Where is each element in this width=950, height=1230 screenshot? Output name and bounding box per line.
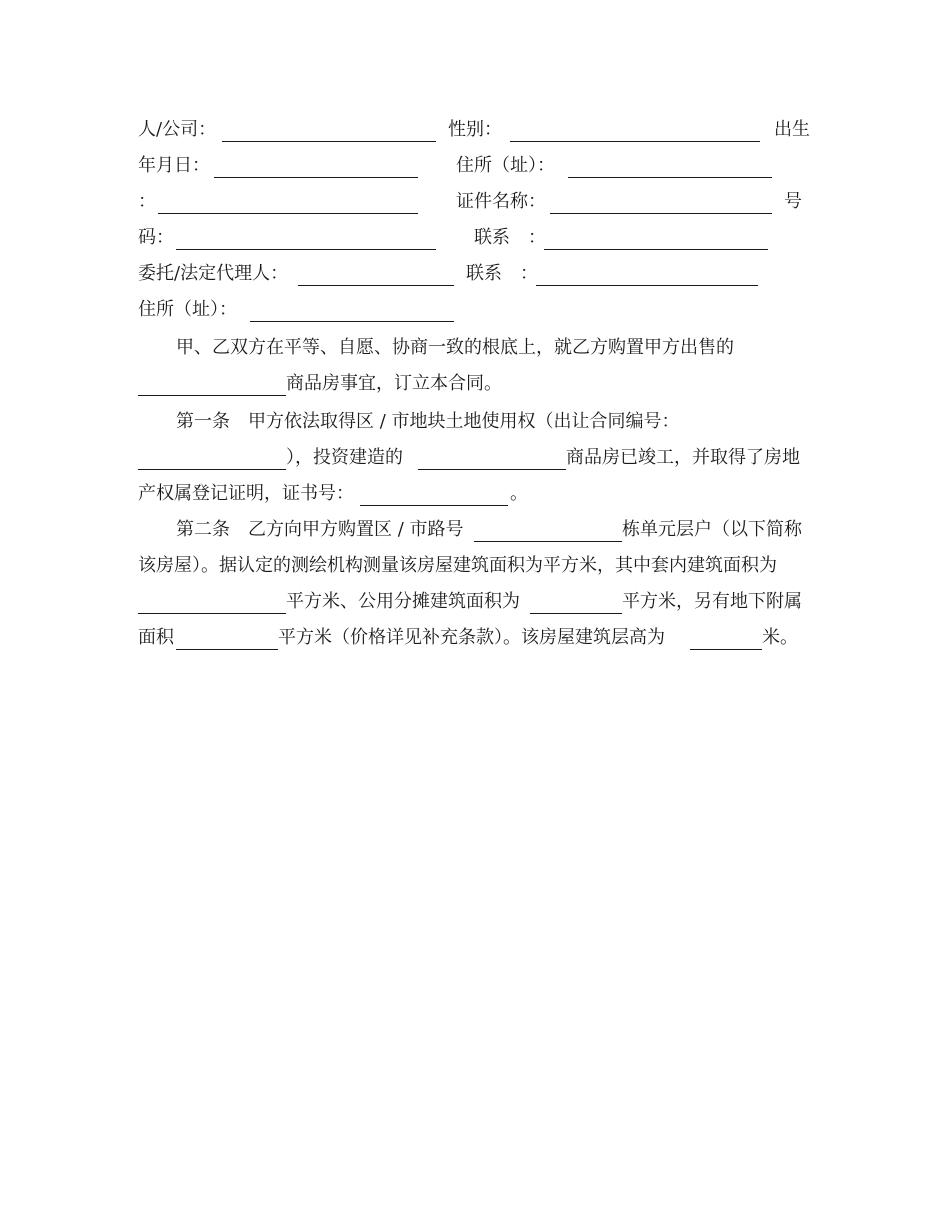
article2-text-4a: 面积 — [138, 627, 174, 648]
article1-line-2 — [138, 440, 810, 476]
id-name-label: 证件名称： — [456, 191, 546, 212]
shared-area-field[interactable] — [530, 591, 622, 614]
birth-label-part2: 年月日： — [138, 155, 210, 176]
article2-text-4b: 平方米（价格详见补充条款）。该房屋建筑层高为 — [278, 627, 665, 648]
birth-label-part1: 出生 — [774, 119, 810, 140]
address-label: 住所（址）： — [456, 155, 555, 176]
article2-line-3 — [138, 584, 810, 620]
gender-label: 性别： — [448, 119, 502, 140]
article2-text-3b: 平方米，另有地下附属 — [622, 591, 802, 612]
article2-text-1b: 栋单元层户（以下简称 — [622, 519, 802, 540]
intro-line-1 — [138, 330, 810, 366]
article1-text-2b: 商品房已竣工，并取得了房地 — [566, 447, 800, 468]
floor-height-field[interactable] — [690, 627, 762, 650]
article1-line-1 — [138, 404, 810, 440]
article2-line-4 — [138, 620, 810, 656]
agent-line-1 — [138, 256, 810, 292]
agent-field[interactable] — [298, 263, 454, 286]
article2-text-4c: 米。 — [762, 627, 798, 648]
article1-line-3 — [138, 476, 810, 512]
contact-field[interactable] — [544, 227, 768, 250]
transfer-contract-number-field[interactable] — [138, 447, 286, 470]
agent-label: 委托/法定代理人： — [138, 263, 289, 284]
agent-contact-field[interactable] — [536, 263, 758, 286]
agent-address-label: 住所（址）： — [138, 299, 237, 320]
article2-text-2: 该房屋）。据认定的测绘机构测量该房屋建筑面积为平方米，其中套内建筑面积为 — [138, 555, 777, 576]
party-line-4 — [138, 220, 810, 256]
agent-line-2 — [138, 292, 810, 328]
intro-text-1: 甲、乙双方在平等、自愿、协商一致的根底上，就乙方购置甲方出售的 — [176, 337, 734, 358]
intro-line-2 — [138, 366, 810, 402]
person-label: 人/公司： — [138, 119, 217, 140]
article1-text-1: 第一条 甲方依法取得区 / 市地块土地使用权（出让合同编号： — [176, 411, 680, 432]
unnamed-field[interactable] — [158, 191, 418, 214]
gender-field[interactable] — [510, 119, 760, 142]
number-label-part1: 号 — [784, 191, 802, 212]
party-line-2 — [138, 148, 810, 184]
article1-text-2a: ），投资建造的 — [286, 447, 403, 468]
intro-text-2: 商品房事宜，订立本合同。 — [286, 373, 502, 394]
person-field[interactable] — [222, 119, 436, 142]
address-field[interactable] — [568, 155, 772, 178]
party-line-1 — [138, 112, 810, 148]
number-label-part2: 码： — [138, 227, 174, 248]
article2-text-1a: 第二条 乙方向甲方购置区 / 市路号 — [176, 519, 464, 540]
certificate-number-field[interactable] — [360, 483, 508, 506]
id-number-field[interactable] — [176, 227, 436, 250]
birth-date-field[interactable] — [214, 155, 418, 178]
party-line-3 — [138, 184, 810, 220]
id-name-field[interactable] — [550, 191, 772, 214]
agent-address-field[interactable] — [250, 299, 454, 322]
property-name-field[interactable] — [138, 373, 286, 396]
building-name-field[interactable] — [418, 447, 566, 470]
contact-label: 联系 ： — [474, 227, 546, 248]
article1-text-3a: 产权属登记证明，证书号： — [138, 483, 354, 504]
article2-line-1 — [138, 512, 810, 548]
article2-text-3a: 平方米、公用分摊建筑面积为 — [286, 591, 520, 612]
article1-text-3b: 。 — [510, 483, 528, 504]
interior-area-field[interactable] — [138, 591, 286, 614]
article2-line-2 — [138, 548, 810, 584]
colon-label: ： — [138, 191, 156, 212]
address-detail-field[interactable] — [474, 519, 622, 542]
underground-area-field[interactable] — [176, 627, 278, 650]
agent-contact-label: 联系 ： — [466, 263, 538, 284]
